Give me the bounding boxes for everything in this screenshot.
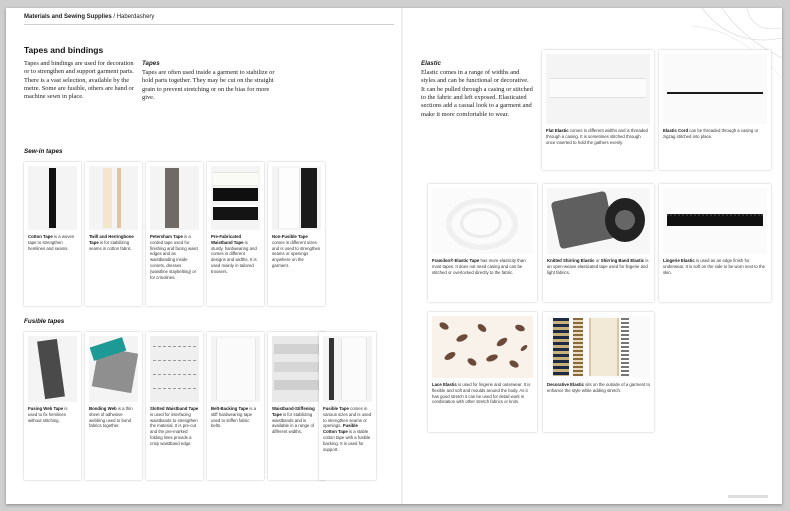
waistband-tape-caption: Pre-Fabricated Waistband Tape is sturdy, hardwearing and comes in different designs and widths. It is used mainly in tailored trousers. xyxy=(211,234,257,274)
shirring-elastic-image xyxy=(547,188,650,254)
elastic-body: Elastic comes in a range of widths and styles and can be functional or decorative. It can be pulled through a casing or stitched to the fabric and left exposed. Elasticated sections add a casual look to a garment and make it more comfortable to wear. xyxy=(421,69,533,118)
lace-elastic-caption: Lace Elastic is used for lingerie and outerwear. It is flexible and soft and moulds around the body. As it has good stretch it can be used for detail work in combination with other stretch fabrics or knits. xyxy=(432,382,531,405)
fusible-heading: Fusible tapes xyxy=(24,318,65,325)
card-decorative-elastic xyxy=(543,312,654,432)
flat-elastic-image xyxy=(546,54,650,124)
card-waistband-stiffening-tape xyxy=(268,332,325,480)
fusible-tape-caption: Fusible Tape comes in various sizes and is used to strengthen seams or openings. Fusible Cotton Tape is a stable cotton tape with a fusible backing. It is used for support. xyxy=(323,406,372,452)
card-lace-elastic xyxy=(428,312,537,432)
lingerie-elastic-image xyxy=(663,188,767,254)
header-subsection: Haberdashery xyxy=(116,14,155,20)
elastic-paragraph xyxy=(421,60,533,119)
bonding-web-image xyxy=(89,336,138,402)
card-framilon-elastic xyxy=(428,184,537,302)
tapes-heading: Tapes xyxy=(142,60,160,67)
petersham-tape-image xyxy=(150,166,199,230)
book-spread xyxy=(6,8,782,504)
slotted-waistband-tape-caption: Slotted Waistband Tape is used for interfacing waistbands to strengthen the material. It is pre-cut and the pre-marked folding lines provide a crisp waistband edge. xyxy=(150,406,199,446)
belt-backing-tape-caption: Belt-Backing Tape is a stiff hardwearing tape used to stiffen fabric belts. xyxy=(211,406,257,429)
page-folio-mark xyxy=(728,495,768,498)
fusible-tape-image xyxy=(323,336,372,402)
cotton-tape-caption: Cotton Tape is a woven tape to strengthen hemlines and seams. xyxy=(28,234,75,251)
page-title: Tapes and bindings xyxy=(24,45,104,55)
card-flat-elastic xyxy=(542,50,654,170)
elastic-cord-caption: Elastic Cord can be threaded through a casing or zigzag stitched into place. xyxy=(663,128,759,139)
card-petersham-tape xyxy=(146,162,203,306)
card-fusible-tape xyxy=(319,332,376,480)
decorative-elastic-image xyxy=(547,316,650,378)
card-belt-backing-tape xyxy=(207,332,264,480)
waistband-stiffening-tape-image xyxy=(272,336,321,402)
card-elastic-cord xyxy=(659,50,771,170)
bonding-web-caption: Bonding Web is a thin sheet of adhesive webbing used to bond fabrics together. xyxy=(89,406,133,429)
cotton-tape-image xyxy=(28,166,77,230)
card-non-fusible-tape xyxy=(268,162,325,306)
card-cotton-tape xyxy=(24,162,81,306)
shirring-elastic-caption: Knitted Shirring Elastic or Shirring Band Elastic is an open-weave elasticated tape used for lingerie and light fabrics. xyxy=(547,258,649,275)
twill-tape-caption: Twill and Herringbone Tape is for stabilizing seams in cotton fabric. xyxy=(89,234,134,251)
slotted-waistband-tape-image xyxy=(150,336,199,402)
card-lingerie-elastic xyxy=(659,184,771,302)
flat-elastic-caption: Flat Elastic comes in different widths and is threaded through a casing. It is sometimes stitched through once inserted to hold the gathers evenly. xyxy=(546,128,648,145)
petersham-tape-caption: Petersham Tape is a corded tape used for finishing and facing waist edges and as waistbanding inside corsets, dresses (waistline staybelting) or for crinolines. xyxy=(150,234,198,280)
intro-paragraph: Tapes and bindings are used for decoration or to strengthen and support garment parts. There is a vast selection, available by the metre. Some are fusible, others are hand or machine sewn in place. xyxy=(24,60,134,101)
elastic-heading: Elastic xyxy=(421,60,441,67)
header-separator: / xyxy=(111,14,117,20)
card-fusing-web-tape xyxy=(24,332,81,480)
page-gutter xyxy=(401,8,403,504)
card-waistband-tape xyxy=(207,162,264,306)
fusing-web-tape-image xyxy=(28,336,77,402)
card-slotted-waistband-tape xyxy=(146,332,203,480)
running-header xyxy=(24,14,154,20)
decorative-elastic-caption: Decorative Elastic sits on the outside of a garment to enhance the style while adding stretch. xyxy=(547,382,650,393)
card-shirring-elastic xyxy=(543,184,654,302)
tapes-paragraph xyxy=(142,60,282,102)
framilon-elastic-image xyxy=(432,188,533,254)
header-section: Materials and Sewing Supplies xyxy=(24,14,112,20)
waistband-tape-image xyxy=(211,166,260,230)
card-bonding-web xyxy=(85,332,142,480)
tapes-body: Tapes are often used inside a garment to stabilize or hold parts together. They may be cut on the straight grain to prevent stretching or on the bias for more give. xyxy=(142,69,275,102)
lingerie-elastic-caption: Lingerie Elastic is used as an edge finish for underwear. It is soft on the side to be worn next to the skin. xyxy=(663,258,765,275)
sewin-heading: Sew-in tapes xyxy=(24,148,63,155)
lace-elastic-image xyxy=(432,316,533,378)
non-fusible-tape-image xyxy=(272,166,321,230)
twill-tape-image xyxy=(89,166,138,230)
belt-backing-tape-image xyxy=(211,336,260,402)
non-fusible-tape-caption: Non-Fusible Tape comes in different sizes and is used to strengthen seams or openings anywhere on the garment. xyxy=(272,234,321,268)
elastic-cord-image xyxy=(663,54,767,124)
framilon-elastic-caption: Framilon® Elastic Tape has more elasticity than most tapes. It does not need casing and can be stitched or overlocked directly to the fabric. xyxy=(432,258,526,275)
header-rule xyxy=(24,24,394,25)
card-twill-tape xyxy=(85,162,142,306)
fusing-web-tape-caption: Fusing Web Tape is used to fix hemlines without stitching. xyxy=(28,406,68,423)
waistband-stiffening-tape-caption: Waistband-Stiffening Tape is for stabilizing waistbands and is available in a range of different widths. xyxy=(272,406,315,435)
